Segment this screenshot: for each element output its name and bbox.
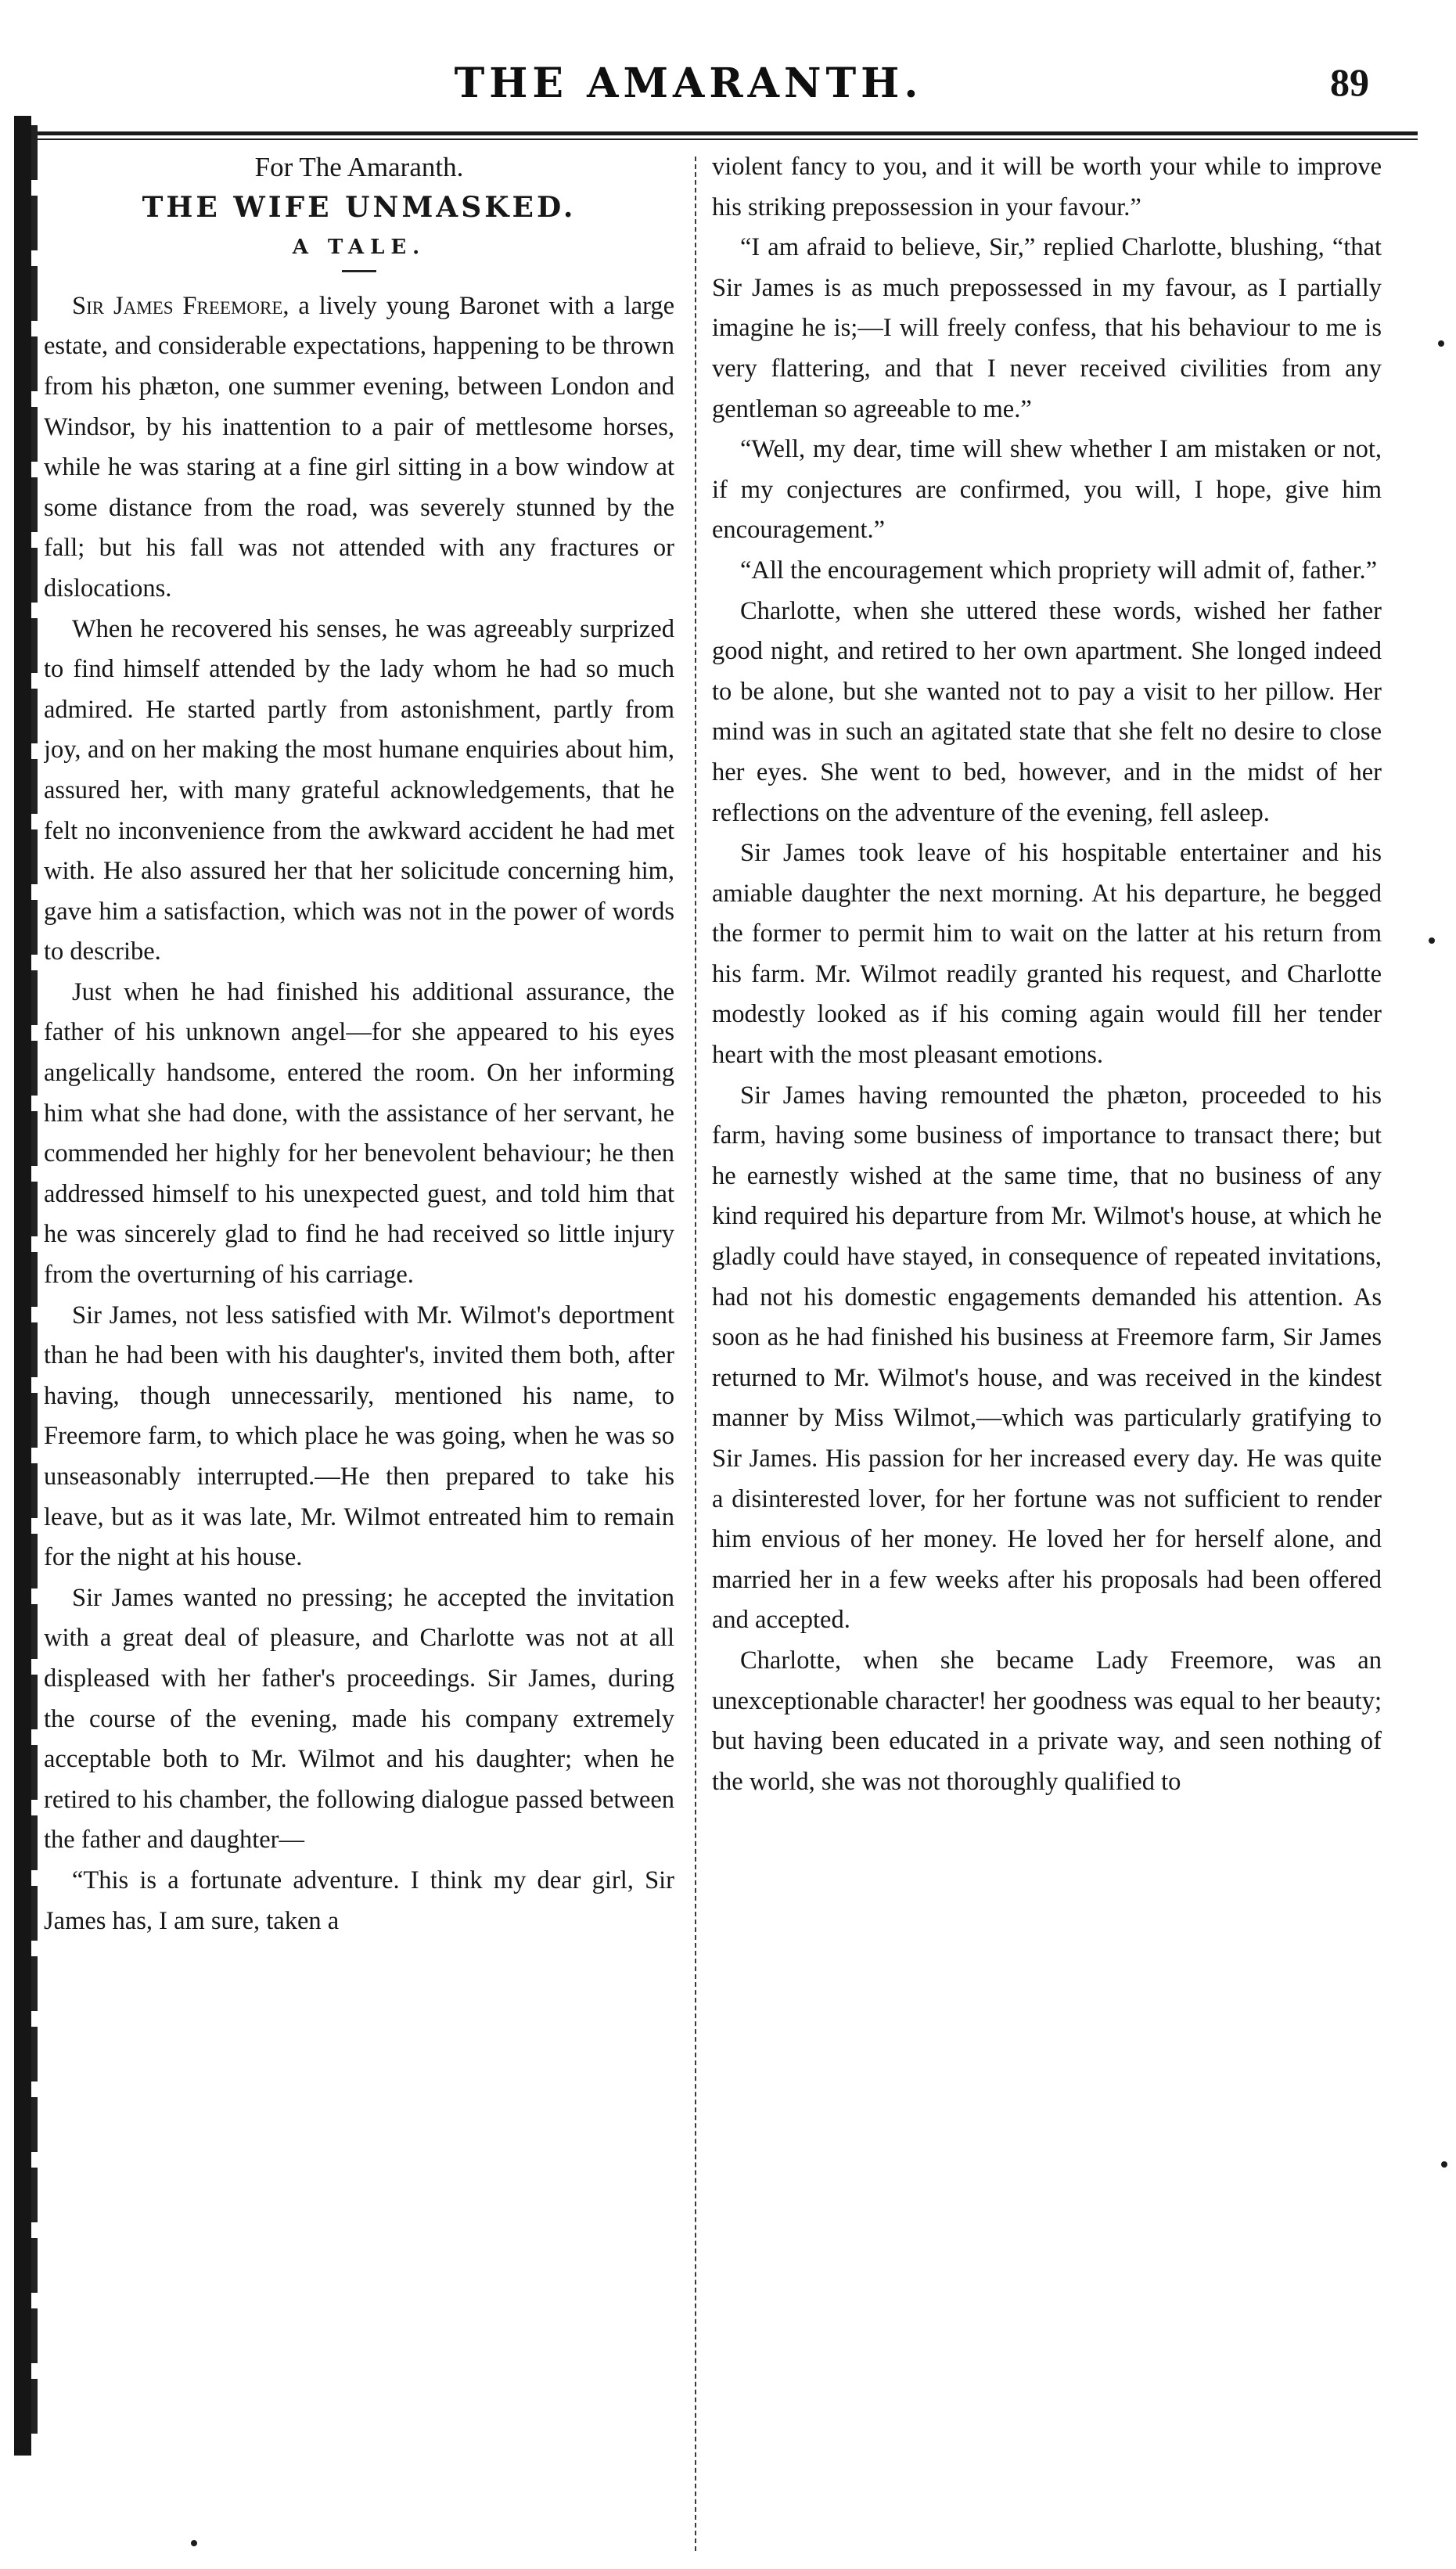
paragraph-text: , a lively young Baronet with a large estate, and considerable expectations, happening to be thrown from his phæton, one summer evening, between London and Windsor, by his inattention to a pair of mettlesome horses, while he was staring at a fine girl sitting in a bow window at some distance from the road, was severely stunned by the fall; but his fall was not attended with any fractures or dislocations. <box>44 291 674 603</box>
opening-name: Sir James Freemore <box>72 291 283 320</box>
paragraph: “All the encouragement which propriety will admit of, father.” <box>740 556 1378 585</box>
ink-speck <box>1429 937 1435 944</box>
binding-shadow-edge <box>31 125 38 2441</box>
page-number: 89 <box>1330 60 1369 104</box>
ink-speck <box>1438 340 1444 347</box>
paragraph: Sir James having remounted the phæton, proceeded to his farm, having some business of importance to transact there; but he earnestly wished at the same time, that no business of any kind required his departure from Mr. Wilmot's house, at which he gladly could have stayed, in consequence of repeated invitations, had not his domestic engagements demanded his attention. As soon as he had finished his business at Freemore farm, Sir James returned to Mr. Wilmot's house, and was received in the kindest manner by Miss Wilmot,—which was particularly gratifying to Sir James. His passion for her increased every day. He was quite a disinterested lover, for her fortune was not sufficient to render him envious of her money. He loved her for herself alone, and married her in a few weeks after his proposals had been offered and accepted. <box>712 1081 1382 1635</box>
paragraph: violent fancy to you, and it will be worth your while to improve his striking prepossession in your favour.” <box>712 153 1382 221</box>
page-header <box>0 55 1456 125</box>
right-column <box>712 147 1382 2561</box>
title-rule <box>342 270 376 272</box>
paragraph: Charlotte, when she uttered these words, wished her father good night, and retired to her own apartment. She longed indeed to be alone, but she wanted not to pay a visit to her pillow. Her mind was in such an agitated state that she felt no desire to close her eyes. She went to bed, however, and in the midst of her reflections on the adventure of the evening, fell asleep. <box>712 596 1382 827</box>
left-column <box>44 147 674 2561</box>
story-title: THE WIFE UNMASKED. <box>142 190 577 224</box>
header-rule <box>17 131 1418 140</box>
attribution: For The Amaranth. <box>254 152 464 182</box>
paragraph: Sir James took leave of his hospitable entertainer and his amiable daughter the next morning. At his departure, he begged the former to permit him to wait on the latter at his return from his farm. Mr. Wilmot readily granted his request, and Charlotte modestly looked as if his coming again would fill her tender heart with the most pleasant emotions. <box>712 839 1382 1070</box>
paragraph: “Well, my dear, time will shew whether I am mistaken or not, if my conjectures are confirmed, you will, I hope, give him encouragement.” <box>712 435 1382 545</box>
column-divider <box>695 157 696 2551</box>
ink-speck <box>191 2540 197 2546</box>
story-subtitle: A TALE. <box>292 236 426 260</box>
paragraph: “This is a fortunate adventure. I think my dear girl, Sir James has, I am sure, taken a <box>44 1866 674 1935</box>
running-title: THE AMARANTH. <box>454 59 923 107</box>
paragraph: When he recovered his senses, he was agreeably surprized to find himself attended by the lady whom he had so much admired. He started partly from astonishment, partly from joy, and on her making the most humane enquiries about him, assured her, with many grateful acknowledgements, that he felt no inconvenience from the awkward accident he had met with. He also assured her that her solicitude concerning him, gave him a satisfaction, which was not in the power of words to describe. <box>44 614 674 966</box>
paragraph: Just when he had finished his additional assurance, the father of his unknown angel—for she appeared to his eyes angelically handsome, entered the room. On her informing him what she had done, with the assistance of her servant, he commended her highly for her benevolent behaviour; he then addressed himself to his unexpected guest, and told him that he was sincerely glad to find he had received so little injury from the overturning of his carriage. <box>44 977 674 1290</box>
binding-shadow <box>14 116 31 2456</box>
paragraph: “I am afraid to believe, Sir,” replied Charlotte, blushing, “that Sir James is as much prepossessed in my favour, as I partially imagine he is;—I will freely confess, that his behaviour to me is very flattering, and that I never received civilities from any gentleman so agreeable to me.” <box>712 233 1382 423</box>
paragraph: Sir James wanted no pressing; he accepted the invitation with a great deal of pleasure, and Charlotte was not at all displeased with her father's proceedings. Sir James, during the course of the evening, made his company extremely acceptable both to Mr. Wilmot and his daughter; when he retired to his chamber, the following dialogue passed between the father and daughter— <box>44 1583 674 1855</box>
paragraph: Charlotte, when she became Lady Freemore, was an unexceptionable character! her goodness was equal to her beauty; but having been educated in a private way, and seen nothing of the world, she was not thoroughly qualified to <box>712 1646 1382 1796</box>
paragraph: Sir James, not less satisfied with Mr. Wilmot's deportment than he had been with his daughter's, invited them both, after having, though unnecessarily, mentioned his name, to Freemore farm, to which place he was going, when he was so unseasonably interrupted.—He then prepared to take his leave, but as it was late, Mr. Wilmot entreated him to remain for the night at his house. <box>44 1301 674 1572</box>
ink-speck <box>1441 2161 1447 2168</box>
paragraph <box>44 286 674 610</box>
